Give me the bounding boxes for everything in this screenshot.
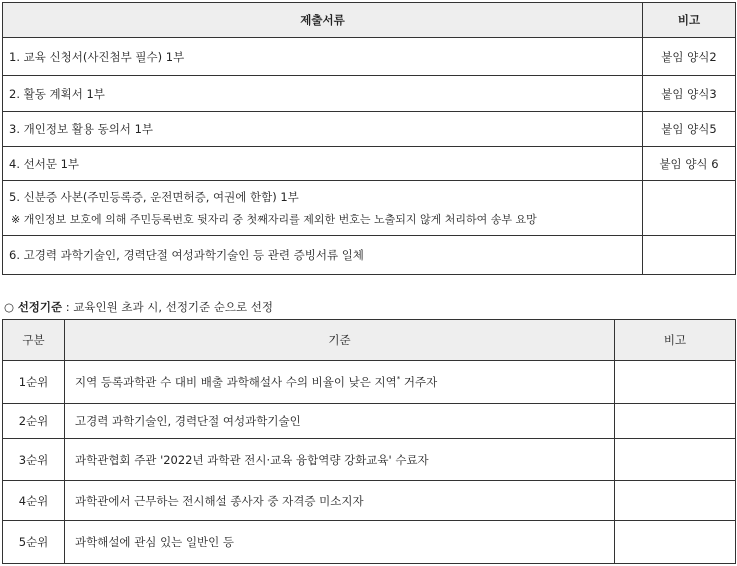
selection-label: 선정기준 xyxy=(17,300,63,314)
document-remark xyxy=(643,236,736,275)
table-row xyxy=(3,404,736,439)
table-row xyxy=(3,439,736,481)
criteria-cell xyxy=(65,361,615,404)
criteria-cell: 과학해설에 관심 있는 일반인 등 xyxy=(65,521,615,564)
circle-bullet-icon: ○ xyxy=(4,300,15,314)
criteria-text-tail: 거주자 xyxy=(400,375,438,389)
document-remark: 붙임 양식5 xyxy=(643,112,736,147)
document-name: 3. 개인정보 활용 동의서 1부 xyxy=(3,112,643,147)
selection-text: : 교육인원 초과 시, 선정기준 순으로 선정 xyxy=(62,300,274,314)
selection-criteria-line xyxy=(4,299,273,315)
document-cell xyxy=(3,181,643,236)
document-name: 2. 활동 계획서 1부 xyxy=(3,76,643,112)
document-remark: 붙임 양식 6 xyxy=(643,147,736,181)
header-criteria: 기준 xyxy=(65,320,615,361)
header-remarks: 비고 xyxy=(643,3,736,38)
table-row xyxy=(3,481,736,521)
selection-criteria-table xyxy=(2,319,736,564)
rank-cell: 4순위 xyxy=(3,481,65,521)
document-name: 6. 고경력 과학기술인, 경력단절 여성과학기술인 등 관련 증빙서류 일체 xyxy=(3,236,643,275)
document-name: 4. 선서문 1부 xyxy=(3,147,643,181)
rank-cell: 2순위 xyxy=(3,404,65,439)
header-rank: 구분 xyxy=(3,320,65,361)
table-row xyxy=(3,112,736,147)
document-remark xyxy=(643,181,736,236)
criteria-text: 지역 등록과학관 수 대비 배출 과학해설사 수의 비율이 낮은 지역 xyxy=(75,375,397,389)
header-documents: 제출서류 xyxy=(3,3,643,38)
table-header-row xyxy=(3,3,736,38)
table-row xyxy=(3,236,736,275)
table-header-row xyxy=(3,320,736,361)
remark-cell xyxy=(615,521,736,564)
document-note: ※ 개인정보 보호에 의해 주민등록번호 뒷자리 중 첫째자리를 제외한 번호는 노출되지 않게 처리하여 송부 요망 xyxy=(11,212,537,226)
table-row xyxy=(3,361,736,404)
criteria-cell: 과학관에서 근무하는 전시해설 종사자 중 자격증 미소지자 xyxy=(65,481,615,521)
remark-cell xyxy=(615,481,736,521)
header-remarks: 비고 xyxy=(615,320,736,361)
document-remark: 붙임 양식2 xyxy=(643,38,736,76)
criteria-cell: 고경력 과학기술인, 경력단절 여성과학기술인 xyxy=(65,404,615,439)
table-row xyxy=(3,76,736,112)
remark-cell xyxy=(615,361,736,404)
remark-cell xyxy=(615,439,736,481)
remark-cell xyxy=(615,404,736,439)
rank-cell: 5순위 xyxy=(3,521,65,564)
document-name: 1. 교육 신청서(사진첨부 필수) 1부 xyxy=(3,38,643,76)
submission-documents-table xyxy=(2,2,736,275)
criteria-cell: 과학관협회 주관 '2022년 과학관 전시·교육 융합역량 강화교육' 수료자 xyxy=(65,439,615,481)
table-row xyxy=(3,38,736,76)
table-row xyxy=(3,181,736,236)
rank-cell: 1순위 xyxy=(3,361,65,404)
rank-cell: 3순위 xyxy=(3,439,65,481)
footnote-mark: * xyxy=(396,375,401,384)
table-row xyxy=(3,521,736,564)
table-row xyxy=(3,147,736,181)
document-remark: 붙임 양식3 xyxy=(643,76,736,112)
document-name: 5. 신분증 사본(주민등록증, 운전면허증, 여권에 한함) 1부 xyxy=(9,189,299,204)
